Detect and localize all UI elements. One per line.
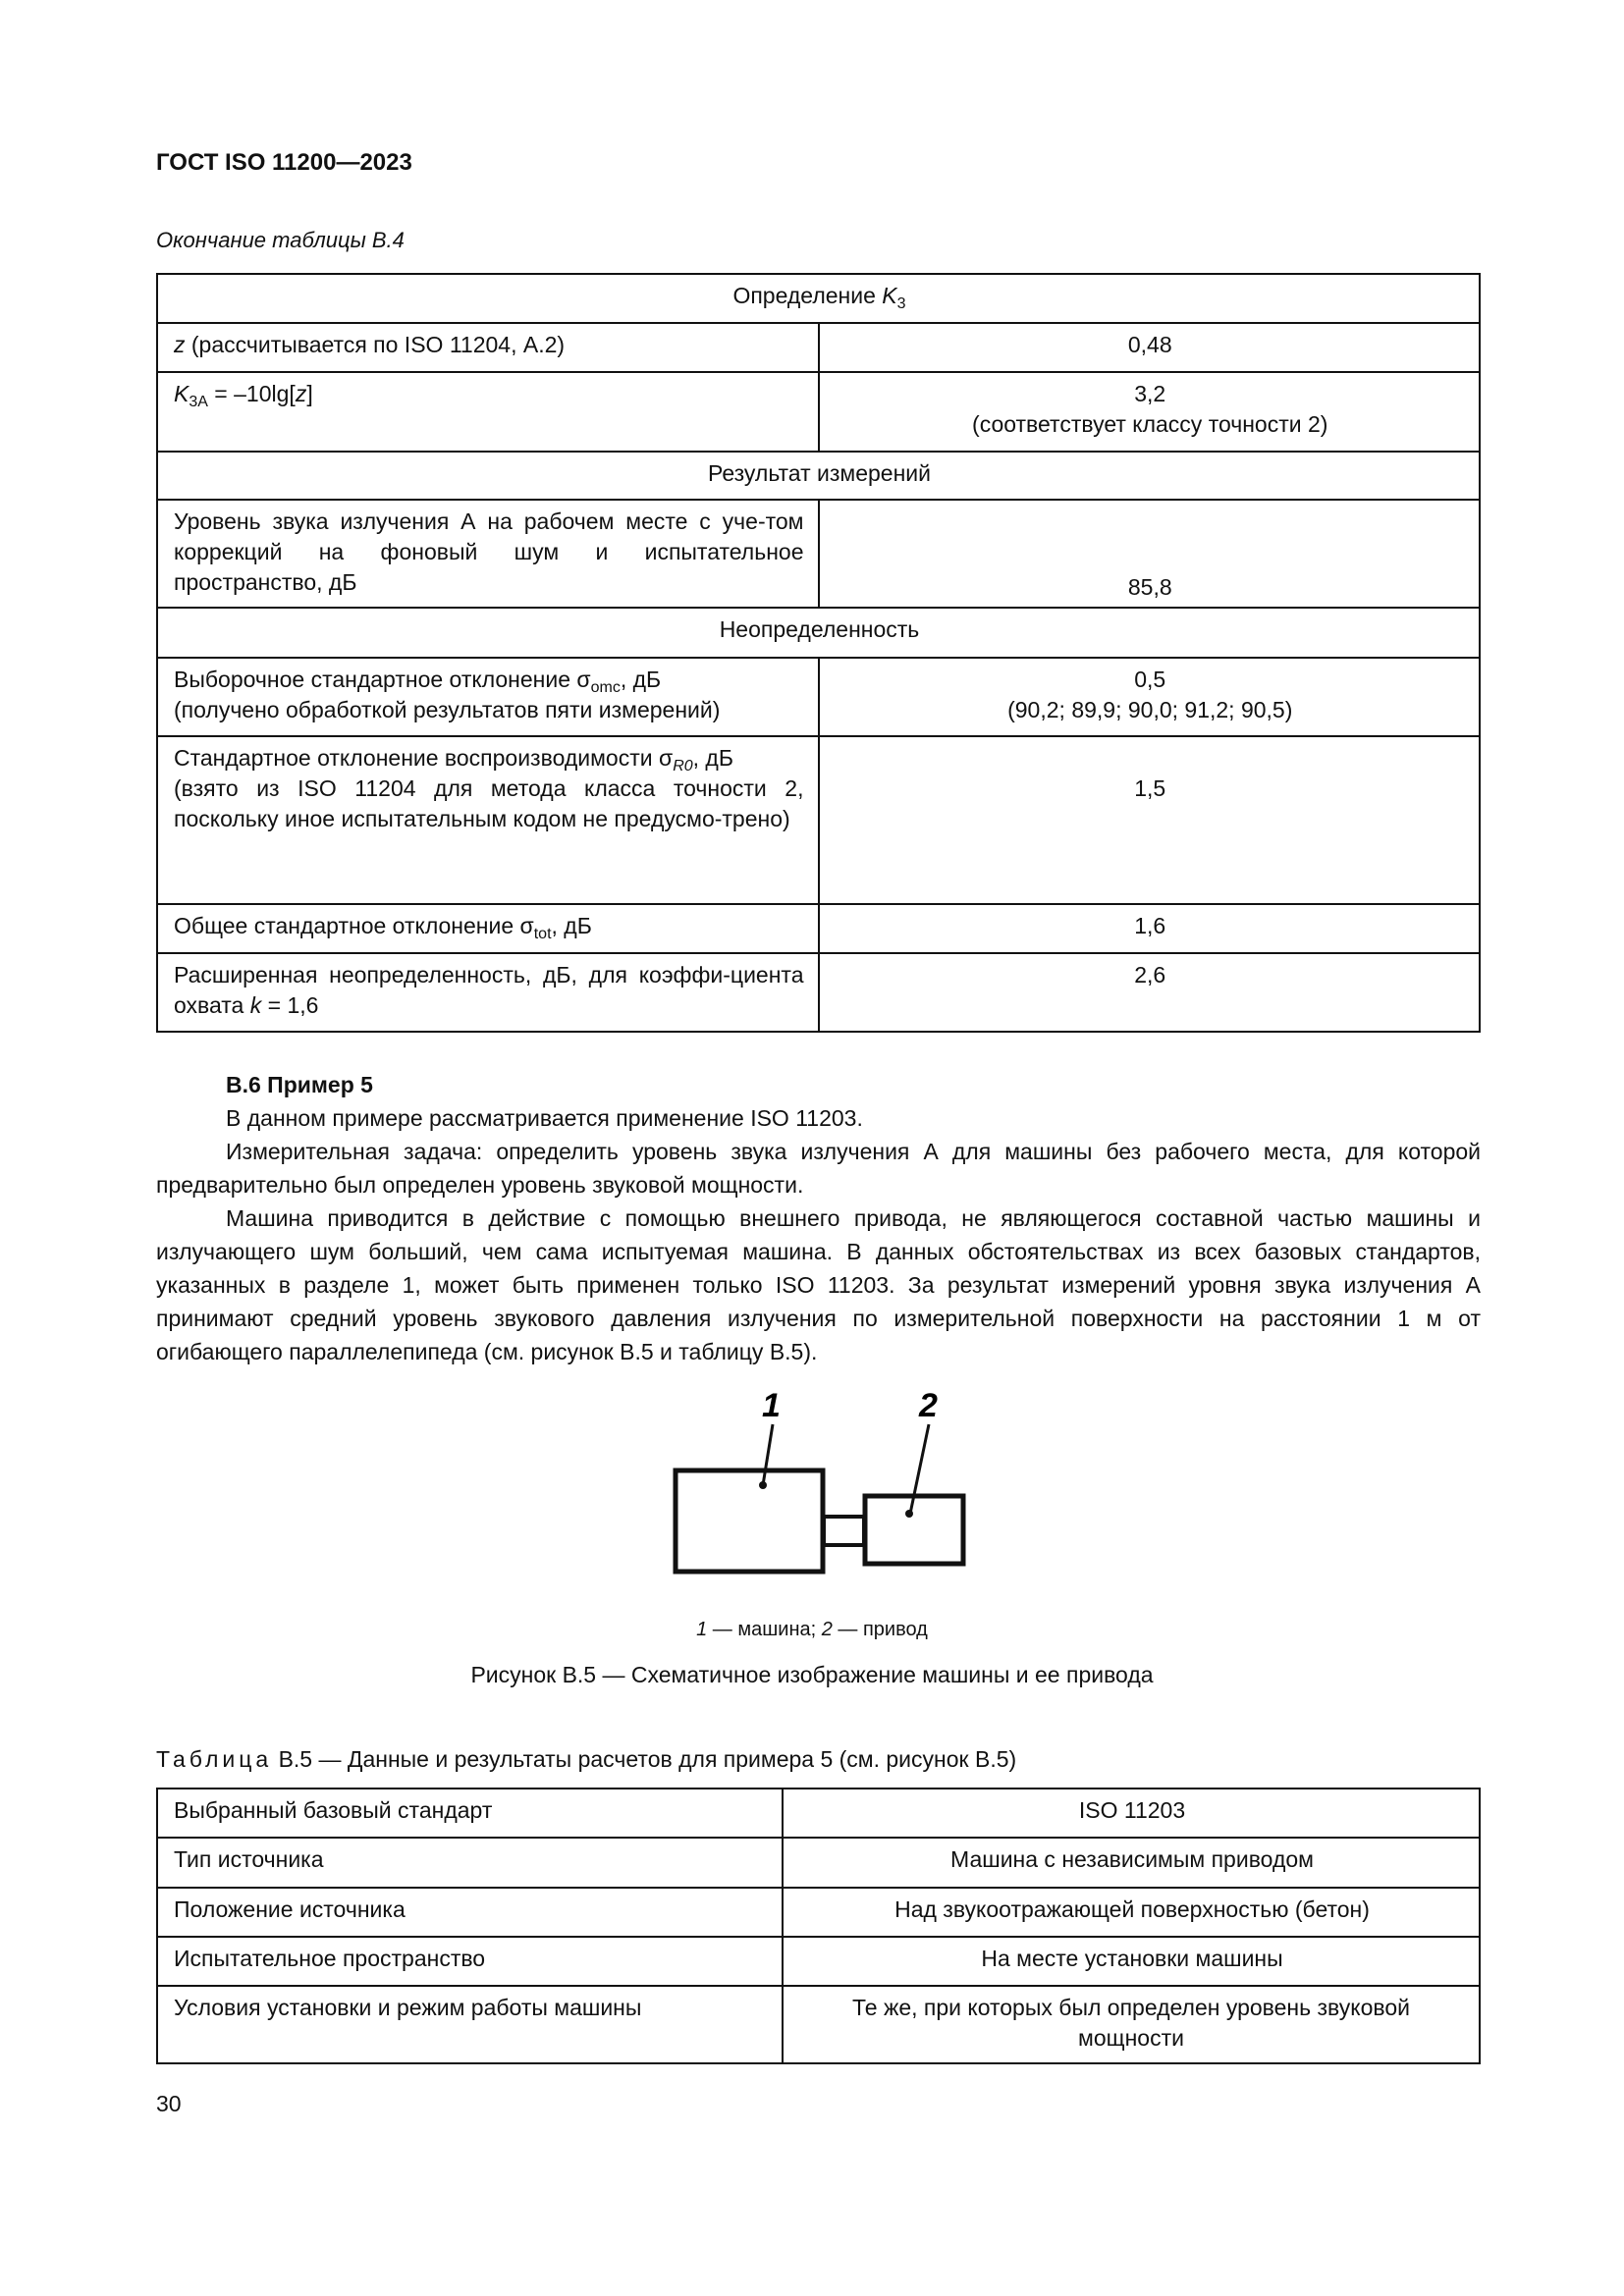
row-label: , дБ xyxy=(551,913,592,938)
var: z xyxy=(174,332,186,357)
row-value: Машина с независимым приводом xyxy=(783,1838,1480,1888)
section-heading: В.6 Пример 5 xyxy=(226,1072,373,1097)
leader-line-2 xyxy=(910,1424,929,1514)
figure-label-2: 2 xyxy=(919,1387,938,1424)
table-row xyxy=(157,323,1480,372)
row-value: 1,5 xyxy=(819,736,1481,904)
row-value: 0,5 xyxy=(1134,667,1166,692)
row-note: (90,2; 89,9; 90,0; 91,2; 90,5) xyxy=(1007,697,1293,722)
section-row-result xyxy=(157,452,1480,500)
table-row xyxy=(157,736,1480,904)
subscript: 3A xyxy=(189,394,208,410)
table-b5-caption xyxy=(156,1746,1016,1773)
table-row xyxy=(157,1937,1480,1986)
caption-text: В.5 — Данные и результаты расчетов для примера 5 (см. рисунок В.5) xyxy=(272,1746,1017,1772)
table-row xyxy=(157,1838,1480,1888)
row-label: , дБ xyxy=(692,745,733,771)
page-number: 30 xyxy=(156,2091,182,2116)
row-label-end: ] xyxy=(306,381,313,406)
legend-text: — привод xyxy=(832,1619,928,1640)
legend-num: 2 xyxy=(821,1619,833,1640)
subscript: omc xyxy=(590,679,621,696)
row-label: Условия установки и режим работы машины xyxy=(157,1986,783,2063)
row-label: Выборочное стандартное отклонение σ xyxy=(174,667,591,692)
row-value: ISO 11203 xyxy=(783,1789,1480,1838)
drive-box xyxy=(865,1496,963,1564)
marker-dot-2 xyxy=(905,1510,913,1518)
figure-legend xyxy=(0,1619,1624,1641)
row-label: Уровень звука излучения А на рабочем месте с уче-том коррекций на фоновый шум и испытательное пространство, дБ xyxy=(157,500,819,608)
row-label: Выбранный базовый стандарт xyxy=(157,1789,783,1838)
row-value: 85,8 xyxy=(819,500,1481,608)
row-value: 0,48 xyxy=(819,323,1481,372)
row-label: , дБ xyxy=(620,667,662,692)
var: K xyxy=(174,381,189,406)
subscript: R0 xyxy=(673,758,693,774)
row-label: (рассчитывается по ISO 11204, А.2) xyxy=(185,332,566,357)
section-row-uncertainty xyxy=(157,608,1480,658)
table-row xyxy=(157,658,1480,736)
table-row xyxy=(157,953,1480,1032)
table-row xyxy=(157,904,1480,953)
section-title: Неопределенность xyxy=(157,608,1480,658)
row-label: = 1,6 xyxy=(261,992,319,1018)
row-label: Стандартное отклонение воспроизводимости σ xyxy=(174,745,674,771)
paragraph: Измерительная задача: определить уровень звука излучения А для машины без рабочего места, для которой предварительно был определен уровень звуковой мощности. xyxy=(156,1139,1481,1198)
section-b6 xyxy=(156,1068,1481,1368)
figure-b5-diagram xyxy=(648,1379,982,1590)
row-label: = –10lg[ xyxy=(207,381,296,406)
row-note: (соответствует классу точности 2) xyxy=(972,411,1328,437)
row-value: Над звукоотражающей поверхностью (бетон) xyxy=(783,1888,1480,1937)
row-value: 2,6 xyxy=(819,953,1481,1032)
table-b5 xyxy=(156,1788,1481,2064)
section-row-k3 xyxy=(157,274,1480,323)
var: z xyxy=(295,381,307,406)
table-row xyxy=(157,1789,1480,1838)
var: K xyxy=(882,283,897,308)
coupling-shaft xyxy=(824,1517,864,1545)
table-row xyxy=(157,1986,1480,2063)
row-label-note: (получено обработкой результатов пяти измерений) xyxy=(174,697,721,722)
paragraph: Машина приводится в действие с помощью внешнего привода, не являющегося составной частью машины и излучающего шум больший, чем сама испытуемая машина. В данных обстоятельствах из всех базовых стандартов, указанных в разделе 1, может быть применен только ISO 11203. За результат измерений уровня звука излучения А принимают средний уровень звукового давления излучения по измерительной поверхности на расстоянии 1 м от огибающего параллелепипеда (см. рисунок В.5 и таблицу В.5). xyxy=(156,1205,1481,1364)
leader-line-1 xyxy=(763,1424,773,1485)
row-value: 1,6 xyxy=(819,904,1481,953)
row-label: Тип источника xyxy=(157,1838,783,1888)
legend-text: — машина; xyxy=(707,1619,822,1640)
subscript: tot xyxy=(533,926,552,942)
paragraph: В данном примере рассматривается применение ISO 11203. xyxy=(226,1105,863,1131)
section-title: Результат измерений xyxy=(157,452,1480,500)
table-b4 xyxy=(156,273,1481,1033)
section-title: Определение xyxy=(732,283,883,308)
machine-box xyxy=(676,1470,823,1572)
var: k xyxy=(249,992,262,1018)
marker-dot-1 xyxy=(759,1481,767,1489)
caption-word: Таблица xyxy=(156,1746,273,1772)
table-row xyxy=(157,372,1480,452)
row-label: Общее стандартное отклонение σ xyxy=(174,913,534,938)
figure-label-1: 1 xyxy=(762,1387,781,1424)
table-row xyxy=(157,500,1480,608)
table-continuation-caption: Окончание таблицы В.4 xyxy=(156,228,405,252)
row-value: Те же, при которых был определен уровень звуковой мощности xyxy=(783,1986,1480,2063)
row-value: На месте установки машины xyxy=(783,1937,1480,1986)
subscript: 3 xyxy=(896,295,906,312)
row-label: Положение источника xyxy=(157,1888,783,1937)
legend-num: 1 xyxy=(696,1619,708,1640)
row-label: Испытательное пространство xyxy=(157,1937,783,1986)
row-label-note: (взято из ISO 11204 для метода класса точности 2, поскольку иное испытательным кодом не предусмо-трено) xyxy=(174,775,804,831)
row-value: 3,2 xyxy=(1134,381,1166,406)
document-header: ГОСТ ISO 11200—2023 xyxy=(156,149,412,176)
figure-caption: Рисунок В.5 — Схематичное изображение машины и ее привода xyxy=(470,1662,1154,1687)
row-label: Расширенная неопределенность, дБ, для коэффи-циента охвата xyxy=(174,962,804,1018)
table-row xyxy=(157,1888,1480,1937)
